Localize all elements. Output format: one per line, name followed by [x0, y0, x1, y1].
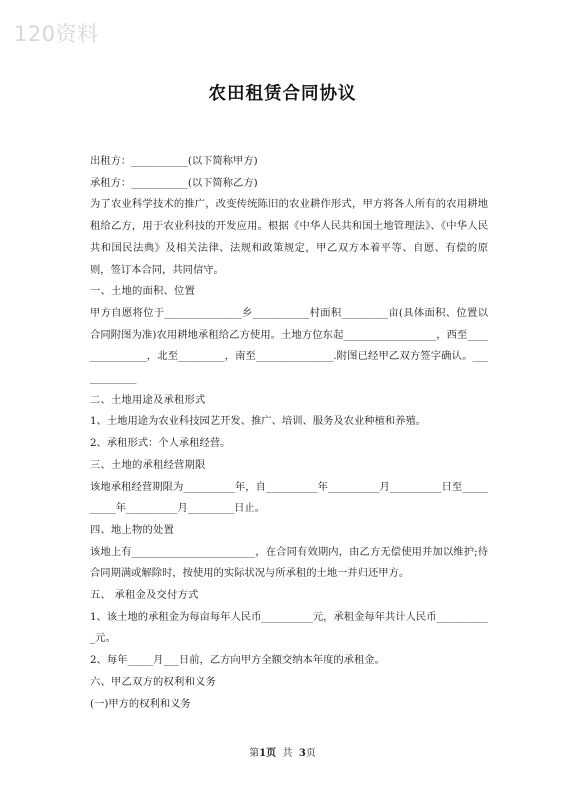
footer-page-number: 1 — [259, 748, 267, 759]
land-use-item: 1、土地用途为农业科技园艺开发、推广、培训、服务及农业种植和养殖。 — [90, 415, 427, 428]
section-heading-1: 一、土地的面积、位置 — [90, 285, 195, 298]
footer-mid: 共 — [276, 748, 299, 759]
document-title: 农田租赁合同协议 — [208, 84, 357, 104]
lessor-line: 出租方：___________(以下简称甲方) — [90, 155, 258, 167]
watermark-logo: 120资料 — [14, 22, 99, 46]
section-heading-4: 四、地上物的处置 — [90, 523, 174, 536]
rent-payment-item: 2、每年_____月___日前，乙方向甲方全额交纳本年度的承租金。 — [90, 654, 385, 667]
lease-form-item: 2、承租形式：个人承租经营。 — [90, 437, 231, 450]
subsection-heading-lessor-rights: (一)甲方的权利和义务 — [90, 697, 191, 710]
preamble-paragraph: 为了农业科学技术的推广，改变传统陈旧的农业耕作形式，甲方将各人所有的农用耕地租给乙方，用于农业科技的开发应用。根据《中华人民共和国土地管理法》、《中华人民共和国民法典》及相关法律、法规和政策规定，甲乙双方本着平等、自愿、有偿的原则，签订本合同，共同信守。 — [90, 198, 488, 276]
rent-amount-item: 1、该土地的承租金为每亩每年人民币__________元，承租金每年共计人民币___________元。 — [90, 610, 488, 645]
footer-page-unit: 页 — [266, 748, 277, 759]
section-heading-2: 二、土地用途及承租形式 — [90, 393, 206, 406]
section-heading-5: 五、 承租金及交付方式 — [90, 589, 199, 602]
document-body — [90, 151, 488, 715]
section-heading-6: 六、甲乙双方的权利和义务 — [90, 675, 216, 688]
footer-total-pages: 3 — [298, 748, 306, 759]
footer-prefix: 第 — [249, 748, 260, 759]
lessee-line: 承租方：___________(以下简称乙方) — [90, 176, 258, 189]
land-location-paragraph: 甲方自愿将位于_______________乡___________村面积_________亩(具体面积、位置以合同附图为准)农用耕地承租给乙方使用。土地方位东起__________________，西至_______________，北至_________，南至_______________.附图已经甲乙双方签字确认。____________ — [90, 306, 488, 385]
footer-suffix: 页 — [305, 748, 316, 759]
ground-objects-paragraph: 该地上有________________________，在合同有效期内，由乙方无偿使用并加以维护;待合同期满或解除时，按使用的实际状况与所承租的土地一并归还甲方。 — [90, 545, 488, 580]
section-heading-3: 三、土地的承租经营期限 — [90, 458, 206, 471]
page-footer — [0, 744, 565, 759]
lease-term-paragraph: 该地承租经营期限为__________年，自__________年__________月__________日至__________年__________月_________日止。 — [90, 480, 488, 515]
